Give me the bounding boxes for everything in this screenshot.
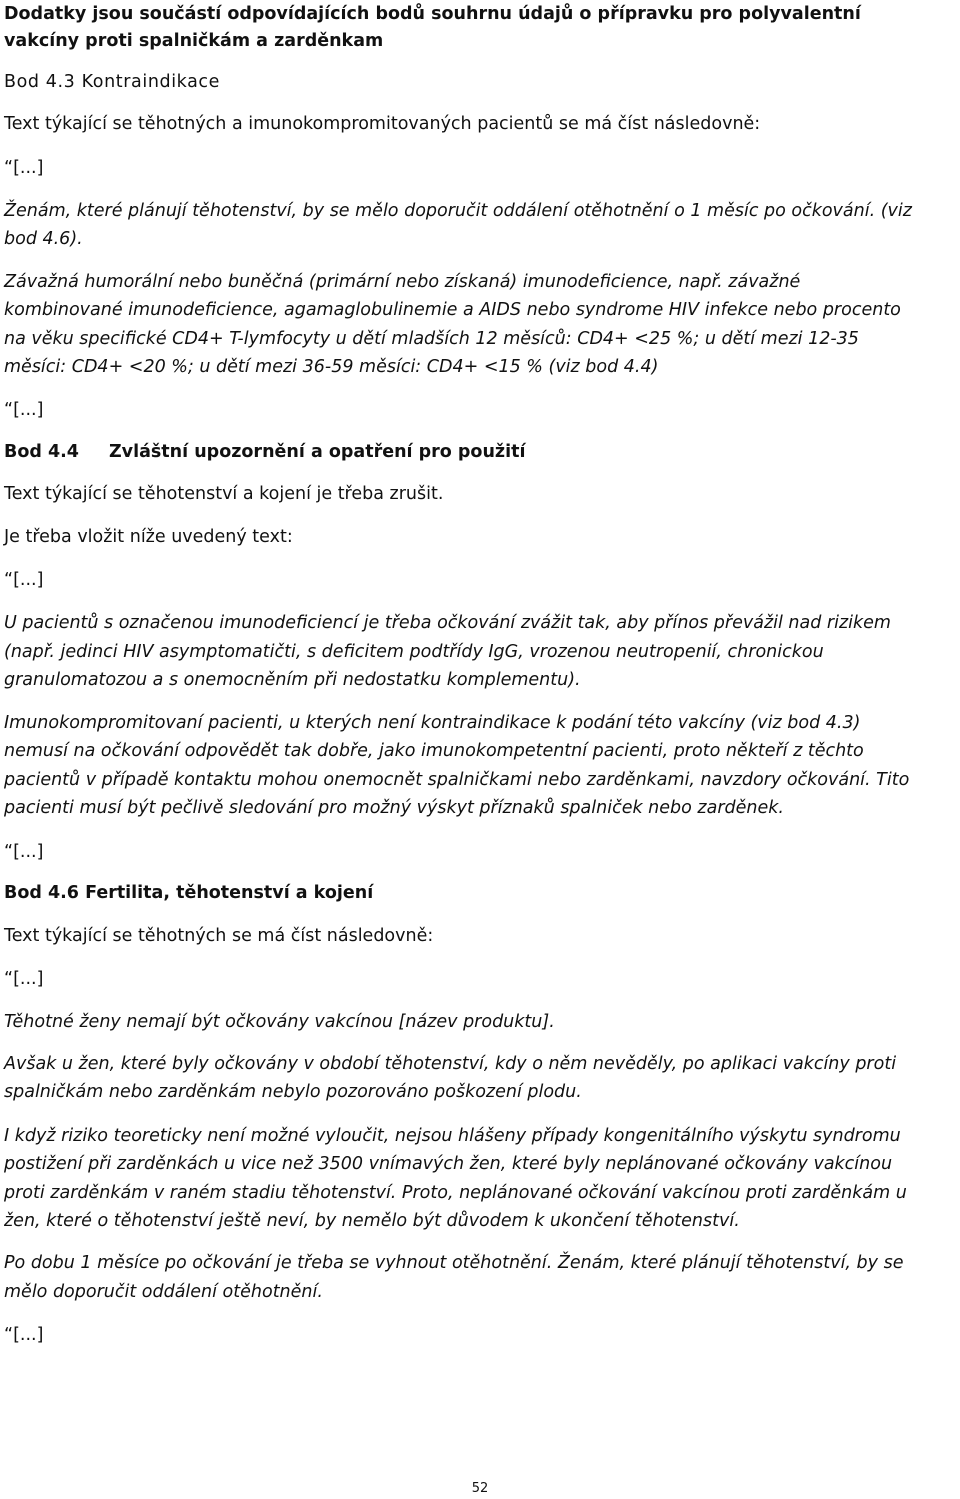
section-4-4-intro: Text týkající se těhotenství a kojení je třeba zrušit. [4, 484, 444, 504]
document-title-line-2: vakcíny proti spalničkám a zarděnkam [4, 31, 384, 51]
section-4-3-paragraph-2-line-3: na věku specifické CD4+ T-lymfocyty u dětí mladších 12 měsíců: CD4+ <25 %; u dětí mezi 12-35 [4, 329, 859, 349]
section-4-3-paragraph-1-line-2: bod 4.6). [4, 229, 83, 249]
section-4-4-paragraph-1-line-1: U pacientů s označenou imunodeficiencí je třeba očkování zvážit tak, aby přínos převážil nad rizikem [4, 613, 891, 633]
section-4-6-paragraph-4-line-2: mělo doporučit oddálení otěhotnění. [4, 1282, 323, 1302]
section-4-3-heading: Bod 4.3 Kontraindikace [4, 72, 221, 92]
section-4-6-paragraph-3-line-4: žen, které o těhotenství ještě neví, by nemělo být důvodem k ukončení těhotenství. [4, 1211, 740, 1231]
section-4-4-paragraph-2-line-2: nemusí na očkování odpovědět tak dobře, jako imunokompetentní pacienti, proto někteří z těchto [4, 741, 864, 761]
section-4-3-paragraph-2-line-1: Závažná humorální nebo buněčná (primární nebo získaná) imunodeficience, např. závažné [4, 272, 801, 292]
section-4-6-paragraph-3-line-3: proti zarděnkám v raném stadiu těhotenství. Proto, neplánované očkování vakcínou proti zarděnkám u [4, 1183, 907, 1203]
section-4-4-number: Bod 4.4 [4, 442, 79, 462]
section-4-4-paragraph-2-line-1: Imunokompromitovaní pacienti, u kterých není kontraindikace k podání této vakcíny (viz bod 4.3) [4, 713, 861, 733]
section-4-6-intro: Text týkající se těhotných se má číst následovně: [4, 926, 434, 946]
section-4-4-title: Zvláštní upozornění a opatření pro použití [108, 442, 526, 462]
section-4-4-paragraph-1-line-3: granulomatozou a s onemocněním při nedostatku komplementu). [4, 670, 581, 690]
page-number: 52 [471, 1481, 489, 1496]
section-4-4-paragraph-2-line-4: pacienti musí být pečlivě sledování pro možný výskyt příznaků spalniček nebo zarděnek. [4, 798, 784, 818]
ellipsis-marker: “[...] [4, 842, 44, 862]
section-4-6-paragraph-3-line-2: postižení při zarděnkách u vice než 3500 vnímavých žen, které byly neplánované očkovány vakcínou [4, 1154, 893, 1174]
section-4-6-paragraph-4-line-1: Po dobu 1 měsíce po očkování je třeba se vyhnout otěhotnění. Ženám, které plánují těhotenství, by se [4, 1253, 904, 1273]
section-4-3-paragraph-2-line-4: měsíci: CD4+ <20 %; u dětí mezi 36-59 měsíci: CD4+ <15 % (viz bod 4.4) [4, 357, 659, 377]
ellipsis-marker: “[...] [4, 570, 44, 590]
section-4-4-paragraph-1-line-2: (např. jedinci HIV asymptomatičti, s deficitem podtřídy IgG, vrozenou neutropenií, chronickou [4, 642, 824, 662]
section-4-4-heading [4, 440, 525, 464]
ellipsis-marker: “[...] [4, 1325, 44, 1345]
document-title-line-1: Dodatky jsou součástí odpovídajících bodů souhrnu údajů o přípravku pro polyvalentní [4, 4, 861, 24]
section-4-3-intro: Text týkající se těhotných a imunokompromitovaných pacientů se má číst následovně: [4, 114, 761, 134]
section-4-6-heading: Bod 4.6 Fertilita, těhotenství a kojení [4, 883, 374, 903]
section-4-3-paragraph-1-line-1: Ženám, které plánují těhotenství, by se mělo doporučit oddálení otěhotnění o 1 měsíc po očkování. (viz [4, 201, 912, 221]
ellipsis-marker: “[...] [4, 969, 44, 989]
section-4-6-paragraph-3-line-1: I když riziko teoreticky není možné vyloučit, nejsou hlášeny případy kongenitálního výskytu syndromu [4, 1126, 901, 1146]
section-4-3-paragraph-2-line-2: kombinované imunodeficience, agamaglobulinemie a AIDS nebo syndrome HIV infekce nebo procento [4, 300, 901, 320]
ellipsis-marker: “[...] [4, 400, 44, 420]
section-4-6-paragraph-1: Těhotné ženy nemají být očkovány vakcínou [název produktu]. [4, 1012, 555, 1032]
section-4-6-paragraph-2-line-1: Avšak u žen, které byly očkovány v období těhotenství, kdy o něm nevěděly, po aplikaci vakcíny proti [4, 1054, 897, 1074]
section-4-6-paragraph-2-line-2: spalničkám nebo zarděnkám nebylo pozorováno poškození plodu. [4, 1082, 582, 1102]
ellipsis-marker: “[...] [4, 158, 44, 178]
section-4-4-intro-2: Je třeba vložit níže uvedený text: [4, 527, 293, 547]
section-4-4-paragraph-2-line-3: pacientů v případě kontaktu mohou onemocnět spalničkami nebo zarděnkami, navzdory očkování. Tito [4, 770, 910, 790]
